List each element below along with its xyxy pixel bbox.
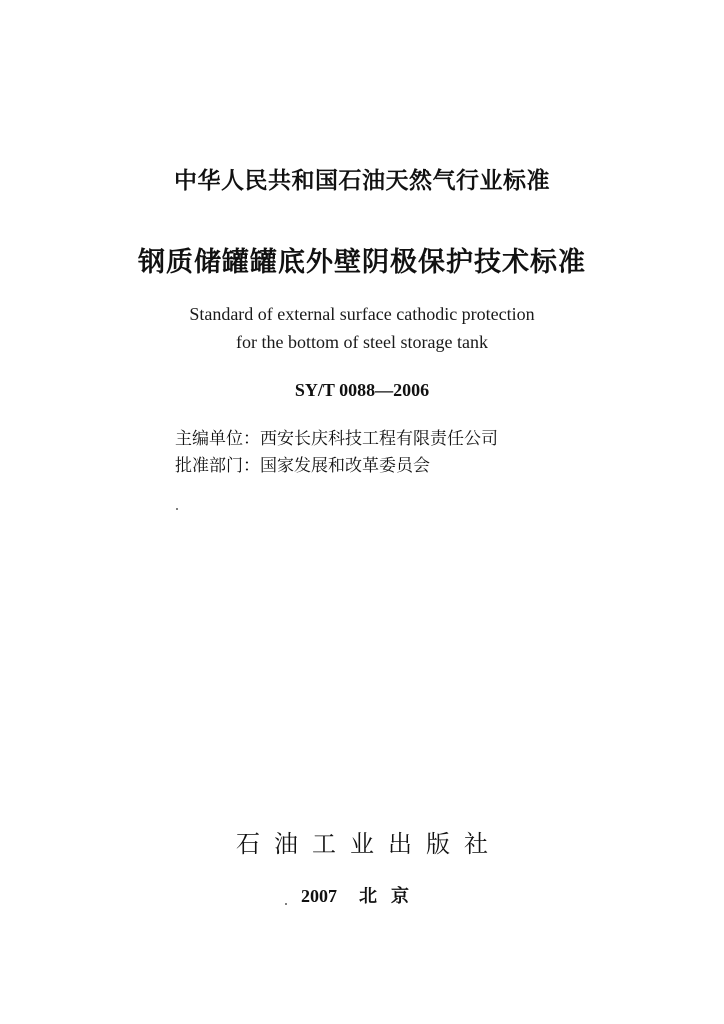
document-title-english (0, 300, 724, 356)
organization-list (175, 426, 498, 480)
english-title-line-2: for the bottom of steel storage tank (236, 332, 488, 352)
english-title-line-1: Standard of external surface cathodic protection (189, 304, 535, 324)
publication-year: 2007 (301, 886, 337, 906)
publication-city: 北京 (359, 886, 423, 907)
publication-line (0, 882, 724, 908)
approval-department-value: 国家发展和改革委员会 (260, 456, 430, 476)
publisher-name: 石油工业出版社 (236, 830, 502, 858)
editor-organization-row (175, 426, 498, 453)
industry-standard-heading: 中华人民共和国石油天然气行业标准 (174, 168, 550, 194)
approval-department-row (175, 453, 498, 480)
standard-code: SY/T 0088—2006 (294, 380, 430, 400)
document-title-chinese: 钢质储罐罐底外壁阴极保护技术标准 (138, 247, 586, 278)
approval-department-label: 批准部门： (175, 456, 260, 476)
scan-speck (176, 508, 178, 510)
editor-organization-label: 主编单位： (175, 429, 260, 449)
editor-organization-value: 西安长庆科技工程有限责任公司 (260, 429, 498, 449)
